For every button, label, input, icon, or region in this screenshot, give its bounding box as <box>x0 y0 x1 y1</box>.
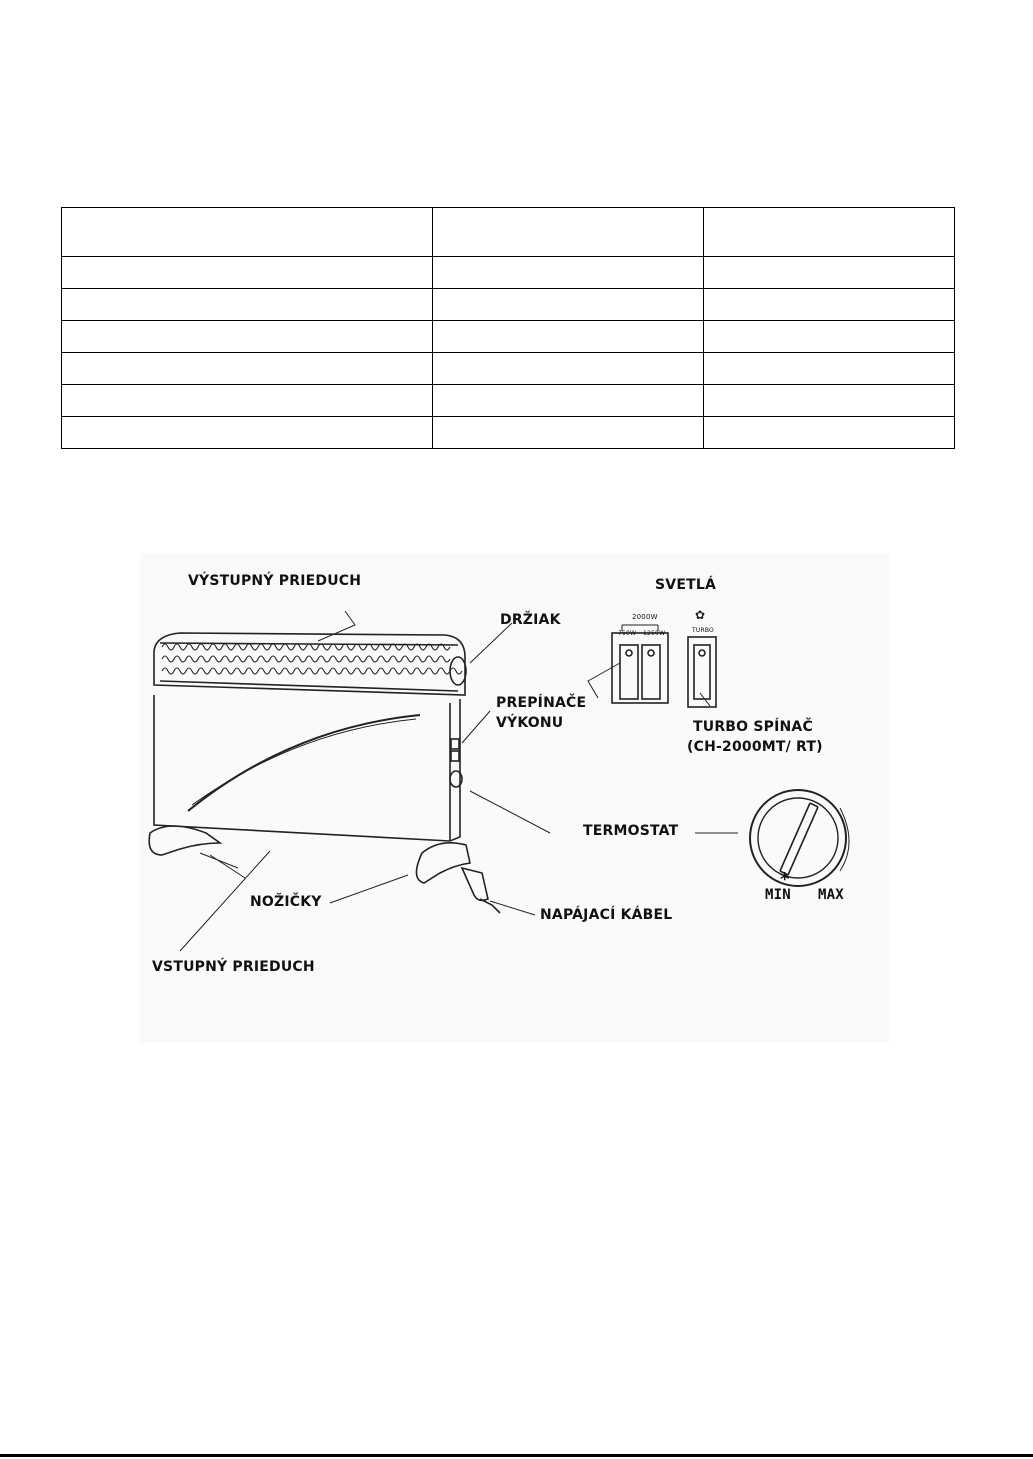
table-cell <box>433 257 704 289</box>
fan-icon: ✿ <box>694 608 706 622</box>
label-outlet-vent: VÝSTUPNÝ PRIEDUCH <box>188 573 362 589</box>
label-feet: NOŽIČKY <box>250 894 322 910</box>
table-cell <box>433 385 704 417</box>
table-cell <box>704 208 955 257</box>
table-cell <box>704 417 955 449</box>
switch-top-label: 2000W <box>632 613 658 621</box>
dial-min-label: MIN <box>765 887 791 903</box>
table-cell <box>433 321 704 353</box>
label-handle: DRŽIAK <box>500 612 561 628</box>
label-thermostat: TERMOSTAT <box>583 823 679 839</box>
table-cell <box>704 289 955 321</box>
table-row <box>62 385 955 417</box>
table-row <box>62 257 955 289</box>
switch-left-label: 750W <box>618 630 637 637</box>
label-power-cable: NAPÁJACÍ KÁBEL <box>540 907 673 923</box>
label-power-switches-2: VÝKONU <box>496 715 564 731</box>
page-bottom-rule <box>0 1454 1033 1457</box>
switch-right-label: 1250W <box>643 630 666 637</box>
table-cell <box>704 257 955 289</box>
label-lights: SVETLÁ <box>655 577 716 593</box>
table-cell <box>62 385 433 417</box>
dial-marker: * <box>780 869 790 890</box>
heater-body <box>154 695 460 841</box>
table-cell <box>62 289 433 321</box>
table-row <box>62 353 955 385</box>
table-cell <box>433 417 704 449</box>
switch-1250w <box>642 645 660 699</box>
table-cell <box>62 417 433 449</box>
table-header-row <box>62 208 955 257</box>
table-cell <box>62 208 433 257</box>
handle-knob <box>450 657 466 685</box>
table-cell <box>704 353 955 385</box>
table-cell <box>433 208 704 257</box>
thermostat-dial <box>750 790 846 886</box>
label-inlet-vent: VSTUPNÝ PRIEDUCH <box>152 959 315 975</box>
table-row <box>62 321 955 353</box>
label-power-switches-1: PREPÍNAČE <box>496 695 587 711</box>
dial-max-label: MAX <box>818 887 844 903</box>
table-row <box>62 289 955 321</box>
switch-750w <box>620 645 638 699</box>
label-turbo-switch-2: (CH-2000MT/ RT) <box>687 739 823 755</box>
table-cell <box>62 321 433 353</box>
power-plug <box>462 868 488 900</box>
left-foot <box>149 826 220 855</box>
table-cell <box>62 257 433 289</box>
table-cell <box>62 353 433 385</box>
table-cell <box>433 289 704 321</box>
spec-table <box>61 207 955 449</box>
convector-heater-diagram <box>140 553 890 1043</box>
table-cell <box>433 353 704 385</box>
right-foot <box>416 843 470 883</box>
turbo-switch <box>688 637 716 707</box>
turbo-small-label: TURBO <box>692 627 714 634</box>
power-switch <box>451 751 459 761</box>
power-switch <box>451 739 459 749</box>
label-turbo-switch-1: TURBO SPÍNAČ <box>693 719 813 735</box>
table-cell <box>704 385 955 417</box>
table-row <box>62 417 955 449</box>
table-cell <box>704 321 955 353</box>
